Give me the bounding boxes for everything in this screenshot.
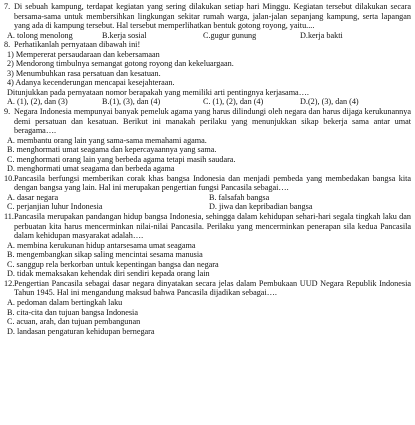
question-number: 8. [4,40,11,50]
question-number: 11. [4,212,14,222]
options-row [4,31,411,41]
option-a: A. pedoman dalam bertingkah laku [7,297,123,307]
option-c: C. sanggup rela berkorban untuk kepentingan bangsa dan negara [7,259,219,269]
option-a: A. membantu orang lain yang sama-sama memahami agama. [7,135,207,145]
question-text: Pengertian Pancasila sebagai dasar negara dinyatakan secara jelas dalam Pembukaan UUD Negara Republik Indonesia Tahun 1945. Hal ini mengandung maksud bahwa Pancasila dijadikan sebagai…. [14,278,411,298]
question-prompt: Ditunjukkan pada pernyataan nomor berapakah yang memiliki arti pentingnya kerjasama…. [7,87,309,97]
question-11 [4,212,411,279]
statement-list [4,50,411,88]
option-a: A. tolong menolong [7,30,73,40]
option-b: B. menghormati umat seagama dan kepercayaannya yang sama. [7,145,217,155]
option-c: C. perjanjian luhur Indonesia [7,202,103,212]
statement-item: 3) Menumbuhkan rasa persatuan dan kesatuan. [7,68,161,78]
options-row [4,97,411,107]
option-a: A. membina kerukunan hidup antarsesama umat seagama [7,240,196,250]
option-b: B. cita-cita dan tujuan bangsa Indonesia [7,307,138,317]
question-12 [4,279,411,336]
option-d: D. jiwa dan kepribadian bangsa [209,202,313,212]
question-number: 12. [4,278,15,288]
options-list [4,136,411,174]
option-c: C. (1), (2), dan (4) [203,97,264,107]
option-c: C.gugur gunung [203,30,257,40]
option-d: D.kerja bakti [300,30,343,40]
options-list [4,298,411,336]
statement-item: 2) Mendorong timbulnya semangat gotong royong dan kekeluargaan. [7,59,234,69]
option-d: D. landasan pengaturan kehidupan bernegara [7,326,155,336]
options-list [4,241,411,279]
question-text: Pancasila berfungsi memberikan corak khas bangsa Indonesia dan menjadi pembeda yang membedakan bangsa kita dengan bangsa yang lain. Hal ini merupakan pengertian fungsi Pancasila sebagai…. [14,173,411,193]
option-c: C. acuan, arah, dan tujuan pembangunan [7,317,141,327]
question-number: 9. [4,107,11,117]
option-b: B.(1), (3), dan (4) [102,97,161,107]
option-b: B. falsafah bangsa [209,192,270,202]
option-c: C. menghormati orang lain yang berbeda agama tetapi masih saudara. [7,154,236,164]
statement-item: 1) Mempererat persaudaraan dan kebersamaan [7,49,160,59]
question-9 [4,107,411,174]
question-number: 7. [4,2,11,11]
option-a: A. dasar negara [7,192,59,202]
option-a: A. (1), (2), dan (3) [7,97,68,107]
question-7 [4,2,411,40]
option-d: D. tidak memaksakan kehendak diri sendiri kepada orang lain [7,269,210,279]
options-grid [4,193,411,212]
option-b: B. mengembangkan sikap saling mencintai sesama manusia [7,250,203,260]
question-number: 10. [4,173,15,183]
option-d: D.(2), (3), dan (4) [300,97,359,107]
question-text: Pancasila merupakan pandangan hidup bangsa Indonesia, sehingga dalam kehidupan sehari-hari segala tingkah laku dan perbuatan kita harus mencerminkan nilai-nilai Pancasila. Perilaku yang mencerminkan penerapan sila kedua Pancasila dalam kehidupan masyarakat adalah…. [14,212,411,241]
question-8 [4,40,411,107]
statement-item: 4) Adanya kecenderungan mencapai kesejahteraan. [7,78,175,88]
question-text: Perhatikanlah pernyataan dibawah ini! [14,40,141,50]
question-text: Negara Indonesia mempunyai banyak pemeluk agama yang harus dilindungi oleh negara dan harus dijaga kerukunannya demi persatuan dan kesatuan. Berikut ini manakah perilaku yang menunjukkan sikap bekerja sama antar umat beragama…. [14,107,411,136]
question-text: Di sebuah kampung, terdapat kegiatan yang sering dilakukan setiap hari Minggu. Kegiatan tersebut dilakukan secara bersama-sama untuk membersihkan lingkungan sekitar rumah warga, jalan-jalan sepanjang kampung, serta lapangan yang ada di kampung tersebut. Hal tersebut memperlihatkan bentuk gotong royong, yaitu.... [14,2,411,31]
option-d: D. menghormati umat seagama dan berbeda agama [7,164,175,174]
question-10 [4,174,411,212]
option-b: B.kerja sosial [102,30,147,40]
